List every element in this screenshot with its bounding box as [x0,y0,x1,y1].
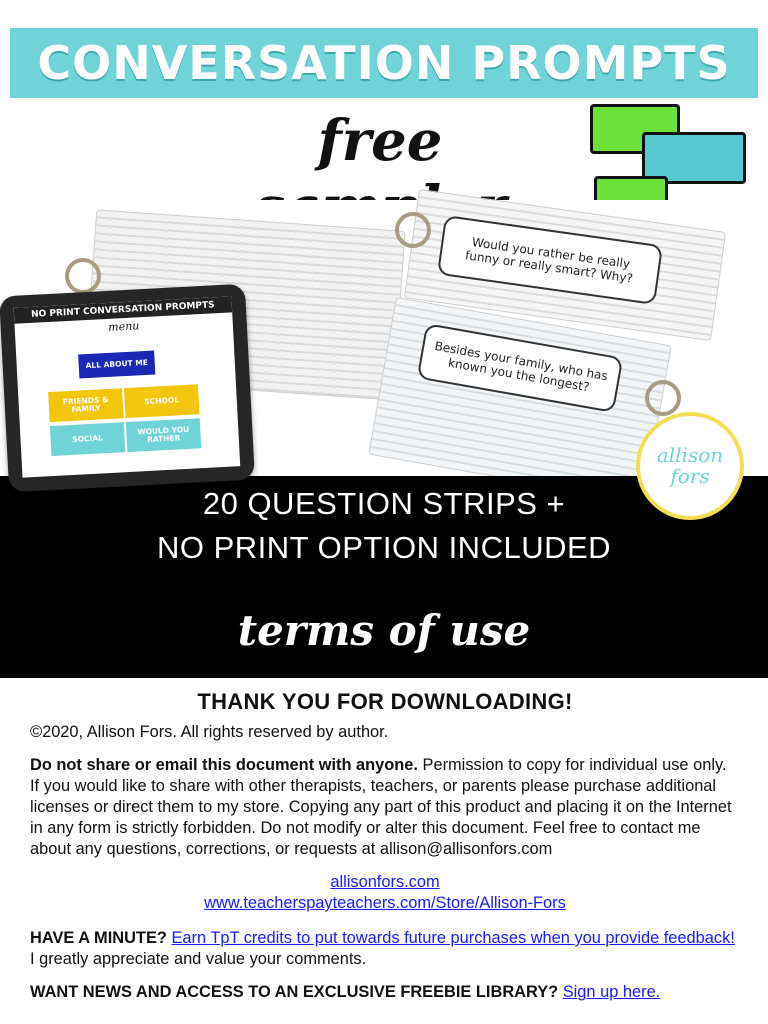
usage-paragraph [30,755,740,860]
store-link[interactable]: www.teacherspayteachers.com/Store/Allison-Fors [204,894,566,912]
feedback-heading: HAVE A MINUTE? [30,929,167,947]
tablet-menu-label: menu [107,319,140,334]
logo-line: allison [656,443,724,467]
copyright-line: ©2020, Allison Fors. All rights reserved by author. [30,723,389,741]
brand-logo [636,412,744,520]
feedback-link[interactable]: Earn TpT credits to put towards future purchases when you provide feedback! [171,929,735,947]
website-link[interactable]: allisonfors.com [330,873,440,891]
page-subtitle: free [317,108,443,174]
question-strip-card: Would you rather be really funny or really smart? Why? [437,215,663,305]
newsletter-heading: WANT NEWS AND ACCESS TO AN EXCLUSIVE FREEBIE LIBRARY? [30,983,559,1001]
friends-family-button: FRIENDS & FAMILY [48,388,123,422]
feedback-paragraph [30,928,740,970]
logo-line: fors [670,464,710,488]
feedback-text: I greatly appreciate and value your comments. [30,950,367,968]
terms-body [30,688,740,1015]
feature-line: 20 QUESTION STRIPS + [202,486,566,521]
would-you-rather-button: WOULD YOU RATHER [126,418,201,452]
terms-heading: terms of use [237,606,531,655]
all-about-me-button: ALL ABOUT ME [78,351,155,379]
title-banner [10,28,758,98]
newsletter-paragraph [30,982,740,1003]
page-title: CONVERSATION PROMPTS [37,36,731,90]
feature-band [0,476,768,678]
signup-link[interactable]: Sign up here. [562,983,661,1001]
social-button: SOCIAL [50,422,125,456]
usage-details: Permission to copy for individual use only. If you would like to share with other therapists, teachers, or parents please purchase additional licenses or direct them to my store. Copying any part of this product and placing it on the Internet in any form is strictly forbidden. Do not modify or alter this document. Feel free to contact me about any questions, corrections, or requests at allison@allisonfors.com [30,756,732,858]
links-block [30,872,740,914]
usage-warning: Do not share or email this document with anyone. [30,756,418,774]
tablet-mockup [0,284,255,493]
binder-ring-icon [65,258,101,294]
binder-ring-icon [395,212,431,248]
tablet-title: NO PRINT CONVERSATION PROMPTS [14,296,233,323]
feature-line: NO PRINT OPTION INCLUDED [156,530,612,565]
binder-ring-icon [645,380,681,416]
tablet-screen [14,296,241,477]
question-strip-card: Besides your family, who has known you the longest? [417,323,624,413]
school-button: SCHOOL [124,384,199,418]
thanks-heading: THANK YOU FOR DOWNLOADING! [197,689,573,714]
